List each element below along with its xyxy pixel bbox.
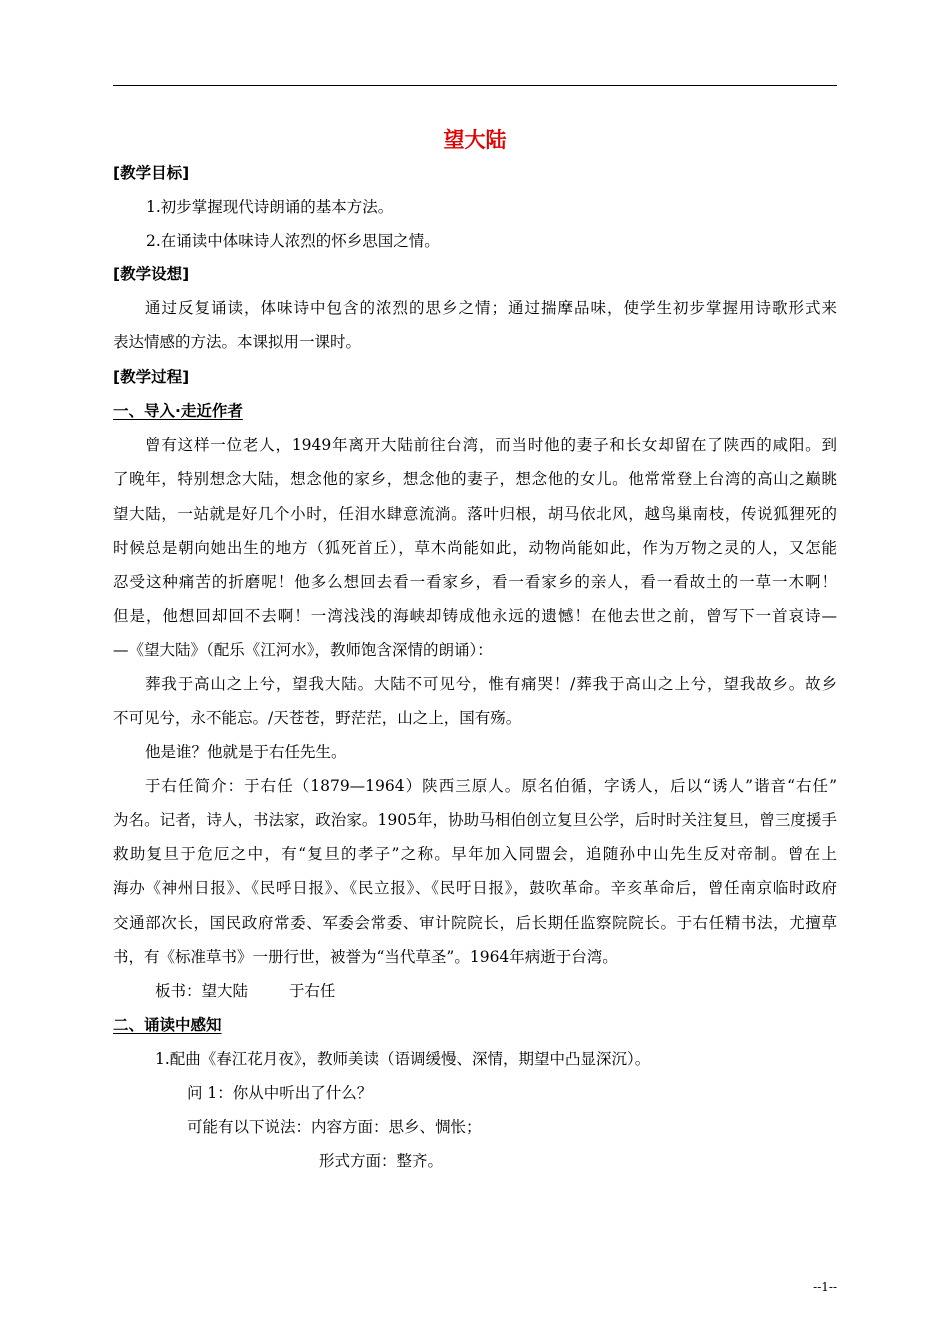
poem-line: 葬我于高山之上兮，望我大陆。大陆不可见兮，惟有痛哭！/葬我于高山之上兮，望我故乡。故乡 <box>145 675 837 693</box>
bio-line: 为名。记者，诗人，书法家，政治家。1905年，协助马相伯创立复旦公学，后时时关注复旦，曾三度援手 <box>113 811 837 829</box>
bio-line: 书，有《标准草书》一册行世，被誉为“当代草圣”。1964年病逝于台湾。 <box>113 948 618 966</box>
poem-line: 不可见兮，永不能忘。/天苍苍，野茫茫，山之上，国有殇。 <box>113 709 522 727</box>
paragraph-line: —《望大陆》（配乐《江河水》，教师饱含深情的朗诵）： <box>113 641 493 659</box>
board-label: 板书：望大陆 <box>155 982 249 1000</box>
answer-line: 形式方面：整齐。 <box>319 1152 444 1170</box>
bio-line: 交通部次长，国民政府常委、军委会常委、审计院院长，后长期任监察院院长。于右任精书法，尤擅草 <box>113 914 837 932</box>
section-heading-design: [教学设想] <box>113 265 190 283</box>
page-number: --1-- <box>813 1280 837 1294</box>
answer-line: 可能有以下说法：内容方面：思乡、惆怅； <box>187 1118 482 1136</box>
reading-item: 1.配曲《春江花月夜》，教师美读（语调缓慢、深情，期望中凸显深沉）。 <box>155 1050 651 1068</box>
section-heading-goals: [教学目标] <box>113 164 190 182</box>
part-heading-intro: 一、导入·走近作者 <box>113 402 243 420</box>
question-line: 问 1：你从中听出了什么？ <box>187 1084 373 1102</box>
paragraph-line: 望大陆，一站就是好几个小时，任泪水肆意流淌。落叶归根，胡马依北风，越鸟巢南枝，传说狐狸死的 <box>113 505 837 523</box>
paragraph-line: 但是，他想回却回不去啊！一湾浅浅的海峡却铸成他永远的遗憾！在他去世之前，曾写下一首哀诗— <box>113 607 837 625</box>
bio-line: 海办《神州日报》、《民呼日报》、《民立报》、《民吁日报》，鼓吹革命。辛亥革命后，曾任南京临时政府 <box>113 879 837 897</box>
paragraph-line: 忍受这种痛苦的折磨呢！他多么想回去看一看家乡，看一看家乡的亲人，看一看故土的一草一木啊！ <box>113 573 837 591</box>
board-author: 于右任 <box>289 982 336 1000</box>
header-rule <box>113 85 837 86</box>
paragraph-line: 他是谁？他就是于右任先生。 <box>145 743 347 761</box>
section-heading-process: [教学过程] <box>113 368 190 386</box>
paragraph-line: 通过反复诵读，体味诗中包含的浓烈的思乡之情；通过揣摩品味，使学生初步掌握用诗歌形式来 <box>145 299 837 317</box>
part-heading-reading: 二、诵读中感知 <box>113 1016 222 1034</box>
paragraph-line: 曾有这样一位老人，1949年离开大陆前往台湾，而当时他的妻子和长女却留在了陕西的咸阳。到 <box>145 436 837 454</box>
bio-line: 于右任简介：于右任（1879—1964）陕西三原人。原名伯循，字诱人，后以“诱人”谐音“右任” <box>145 777 837 795</box>
paragraph-line: 了晚年，特别想念大陆，想念他的家乡，想念他的妻子，想念他的女儿。他常常登上台湾的高山之巅眺 <box>113 470 837 488</box>
goal-item: 1.初步掌握现代诗朗诵的基本方法。 <box>146 198 394 216</box>
bio-line: 救助复旦于危厄之中，有“复旦的孝子”之称。早年加入同盟会，追随孙中山先生反对帝制。曾在上 <box>113 845 837 863</box>
paragraph-line: 时候总是朝向她出生的地方（狐死首丘），草木尚能如此，动物尚能如此，作为万物之灵的人，又怎能 <box>113 539 837 557</box>
page-title: 望大陆 <box>443 128 507 152</box>
paragraph-line: 表达情感的方法。本课拟用一课时。 <box>113 333 362 351</box>
goal-item: 2.在诵读中体味诗人浓烈的怀乡思国之情。 <box>146 232 440 250</box>
